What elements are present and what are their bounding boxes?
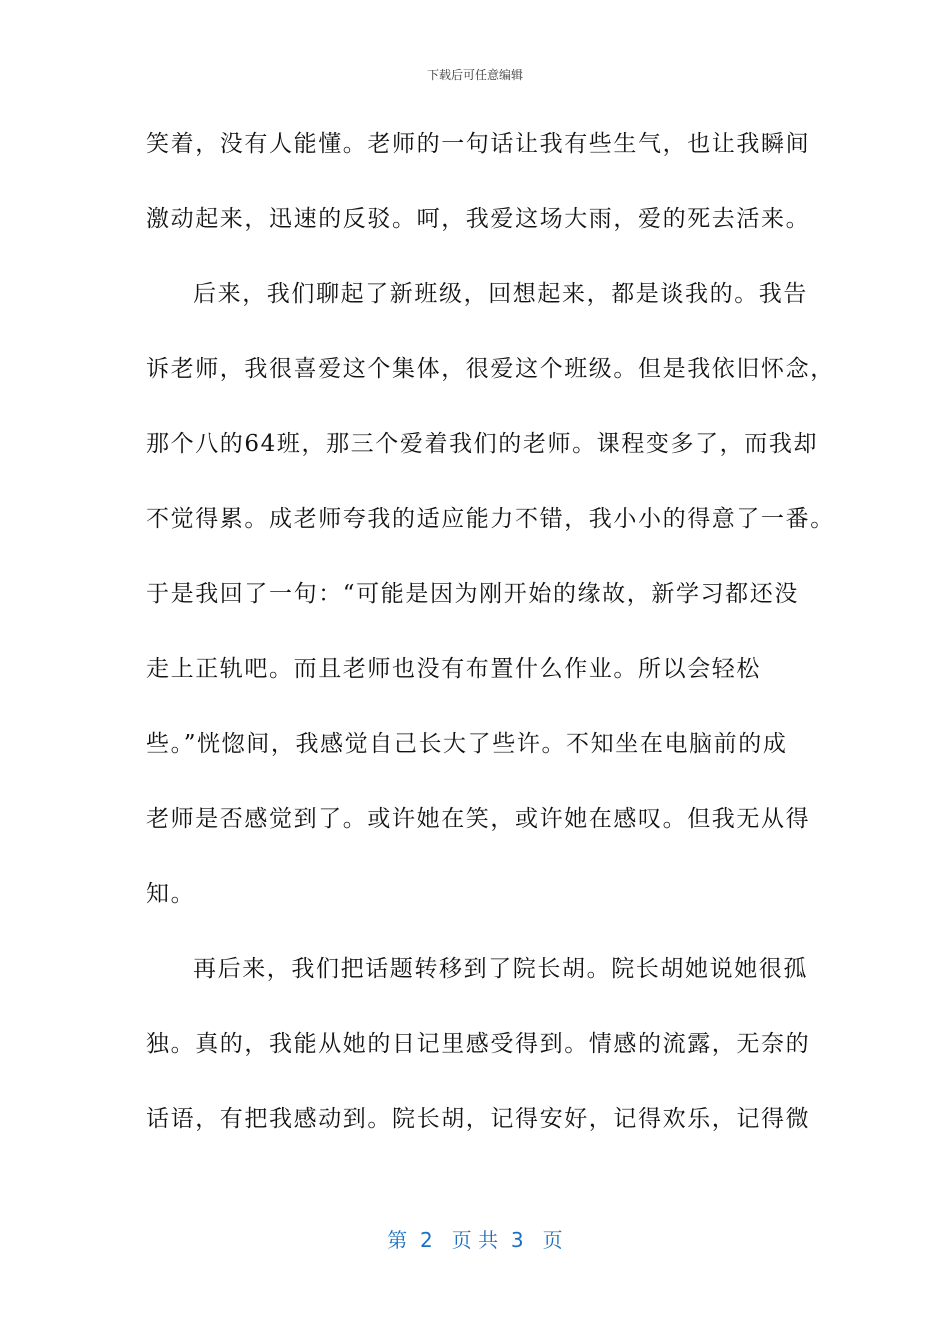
text-line: 激动起来，迅速的反驳。呵，我爱这场大雨，爱的死去活来。 [146, 206, 811, 232]
text-line: 于是我回了一句：“可能是因为刚开始的缘故，新学习都还没 [146, 581, 799, 607]
text-line: 知。 [146, 881, 196, 907]
text-line: 话语，有把我感动到。院长胡，记得安好，记得欢乐，记得微 [146, 1106, 811, 1132]
text-line: 那个八的64班，那三个爱着我们的老师。课程变多了，而我却 [146, 431, 819, 457]
text-line-paragraph-start: 再后来，我们把话题转移到了院长胡。院长胡她说她很孤 [193, 956, 808, 982]
text-line: 些。”恍惚间，我感觉自己长大了些许。不知坐在电脑前的成 [146, 731, 788, 757]
text-line: 独。真的，我能从她的日记里感受得到。情感的流露，无奈的 [146, 1031, 811, 1057]
text-line: 诉老师，我很喜爱这个集体，很爱这个班级。但是我依旧怀念， [146, 356, 835, 382]
text-line-paragraph-start: 后来，我们聊起了新班级，回想起来，都是谈我的。我告 [193, 281, 808, 307]
text-line: 不觉得累。成老师夸我的适应能力不错，我小小的得意了一番。 [146, 506, 835, 532]
text-line: 老师是否感觉到了。或许她在笑，或许她在感叹。但我无从得 [146, 806, 811, 832]
page-number-footer: 第 2 页 共 3 页 [387, 1228, 563, 1252]
text-line: 笑着，没有人能懂。老师的一句话让我有些生气，也让我瞬间 [146, 131, 811, 157]
header-note: 下载后可任意编辑 [426, 68, 523, 82]
body-text [146, 114, 835, 1164]
text-line: 走上正轨吧。而且老师也没有布置什么作业。所以会轻松 [146, 656, 761, 682]
